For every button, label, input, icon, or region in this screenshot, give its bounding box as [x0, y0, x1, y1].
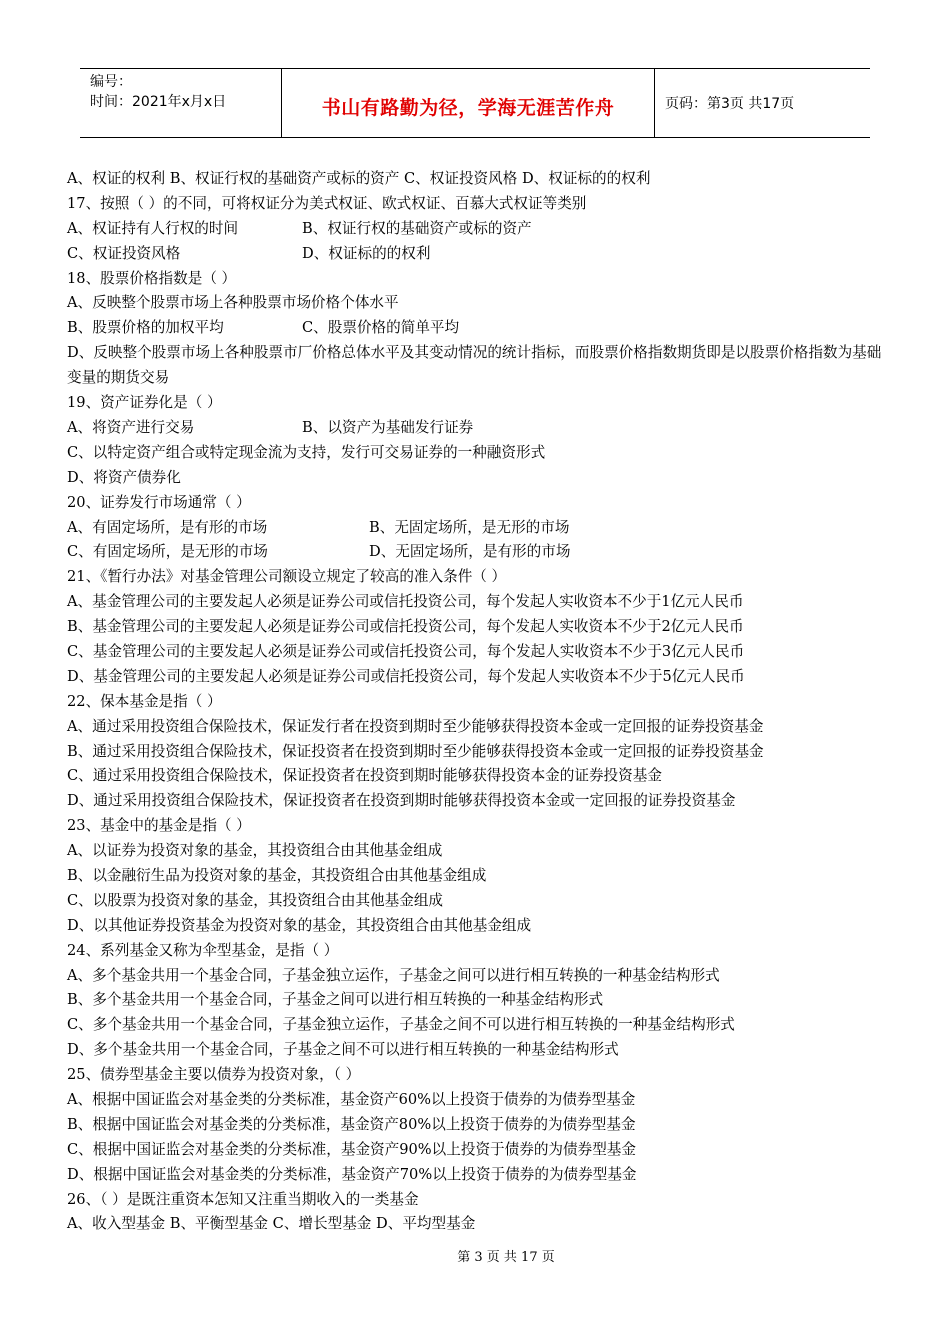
- text-line: D、以其他证券投资基金为投资对象的基金，其投资组合由其他基金组成: [67, 916, 532, 934]
- text-line: A、权证的权利 B、权证行权的基础资产或标的资产 C、权证投资风格 D、权证标的的权利: [67, 170, 651, 187]
- text-line: 19、资产证券化是（ ）: [67, 394, 222, 412]
- option-text: B、股票价格的加权平均: [67, 319, 224, 337]
- text-line: [67, 316, 887, 341]
- text-line: C、通过采用投资组合保险技术，保证投资者在投资到期时能够获得投资本金的证券投资基金: [67, 767, 662, 785]
- text-line: A、多个基金共用一个基金合同，子基金独立运作，子基金之间可以进行相互转换的一种基金结构形式: [67, 966, 720, 984]
- option-text: A、权证持有人行权的时间: [67, 219, 239, 237]
- page-footer: 第 3 页 共 17 页: [457, 1250, 555, 1265]
- text-line: D、反映整个股票市场上各种股票市厂价格总体水平及其变动情况的统计指标，而股票价格指数期货即是以股票价格指数为基础变量的期货交易: [67, 344, 882, 387]
- text-line: D、多个基金共用一个基金合同，子基金之间不可以进行相互转换的一种基金结构形式: [67, 1041, 619, 1059]
- text-line: A、反映整个股票市场上各种股票市场价格个体水平: [67, 294, 399, 312]
- text-line: B、基金管理公司的主要发起人必须是证券公司或信托投资公司，每个发起人实收资本不少于2亿元人民币: [67, 618, 744, 636]
- option-text: B、无固定场所，是无形的市场: [369, 518, 570, 536]
- text-line: B、以金融衍生品为投资对象的基金，其投资组合由其他基金组成: [67, 866, 487, 884]
- text-line: A、收入型基金 B、平衡型基金 C、增长型基金 D、平均型基金: [67, 1215, 476, 1233]
- text-line: 21、《暂行办法》对基金管理公司额设立规定了较高的准入条件（ ）: [67, 568, 507, 586]
- header-page-number: 页码：第3页 共17页: [665, 96, 795, 112]
- header-meta-cell: [80, 69, 282, 137]
- document-body: [67, 167, 887, 1237]
- document-date: 时间：2021年x月x日: [90, 94, 227, 110]
- text-line: A、通过采用投资组合保险技术，保证发行者在投资到期时至少能够获得投资本金或一定回报的证券投资基金: [67, 717, 764, 735]
- text-line: A、基金管理公司的主要发起人必须是证券公司或信托投资公司，每个发起人实收资本不少于1亿元人民币: [67, 593, 744, 611]
- option-text: D、无固定场所，是有形的市场: [369, 543, 571, 561]
- option-text: A、将资产进行交易: [67, 418, 195, 436]
- text-line: 26、（ ）是既注重资本怎知又注重当期收入的一类基金: [67, 1190, 419, 1208]
- option-text: A、有固定场所，是有形的市场: [67, 518, 268, 536]
- text-line: 18、股票价格指数是（ ）: [67, 269, 237, 287]
- text-line: B、通过采用投资组合保险技术，保证投资者在投资到期时至少能够获得投资本金或一定回报的证券投资基金: [67, 742, 764, 760]
- text-line: 17、按照（ ）的不同，可将权证分为美式权证、欧式权证、百慕大式权证等类别: [67, 194, 587, 212]
- option-text: B、权证行权的基础资产或标的资产: [302, 219, 532, 237]
- text-line: 20、证券发行市场通常（ ）: [67, 493, 251, 511]
- text-line: C、以股票为投资对象的基金，其投资组合由其他基金组成: [67, 891, 444, 909]
- text-line: [67, 242, 887, 267]
- option-text: C、有固定场所，是无形的市场: [67, 543, 268, 561]
- text-line: C、根据中国证监会对基金类的分类标准，基金资产90%以上投资于债券的为债券型基金: [67, 1140, 636, 1158]
- text-line: [67, 416, 887, 441]
- text-line: [67, 217, 887, 242]
- text-line: D、根据中国证监会对基金类的分类标准，基金资产70%以上投资于债券的为债券型基金: [67, 1165, 637, 1183]
- text-line: D、基金管理公司的主要发起人必须是证券公司或信托投资公司，每个发起人实收资本不少于5亿元人民币: [67, 667, 745, 685]
- text-line: [67, 540, 887, 565]
- option-text: D、权证标的的权利: [302, 244, 431, 262]
- text-line: [67, 516, 887, 541]
- text-line: A、以证券为投资对象的基金，其投资组合由其他基金组成: [67, 842, 443, 860]
- text-line: 25、债券型基金主要以债券为投资对象，（ ）: [67, 1066, 361, 1084]
- option-text: C、股票价格的简单平均: [302, 319, 460, 337]
- text-line: B、多个基金共用一个基金合同，子基金之间可以进行相互转换的一种基金结构形式: [67, 991, 604, 1009]
- header-motto-cell: [282, 69, 655, 137]
- document-number-label: 编号：: [90, 74, 132, 90]
- option-text: B、以资产为基础发行证券: [302, 418, 474, 436]
- header-motto: 书山有路勤为径，学海无涯苦作舟: [321, 97, 615, 119]
- option-text: C、权证投资风格: [67, 244, 181, 262]
- text-line: D、通过采用投资组合保险技术，保证投资者在投资到期时能够获得投资本金或一定回报的证券投资基金: [67, 792, 736, 810]
- text-line: B、根据中国证监会对基金类的分类标准，基金资产80%以上投资于债券的为债券型基金: [67, 1115, 636, 1133]
- text-line: C、以特定资产组合或特定现金流为支持，发行可交易证券的一种融资形式: [67, 443, 546, 461]
- text-line: C、基金管理公司的主要发起人必须是证券公司或信托投资公司，每个发起人实收资本不少于3亿元人民币: [67, 642, 745, 660]
- text-line: C、多个基金共用一个基金合同，子基金独立运作，子基金之间不可以进行相互转换的一种基金结构形式: [67, 1016, 735, 1034]
- text-line: 24、系列基金又称为伞型基金，是指（ ）: [67, 941, 339, 959]
- page-header: [80, 68, 870, 138]
- header-page-cell: [655, 69, 870, 137]
- text-line: 22、保本基金是指（ ）: [67, 692, 222, 710]
- text-line: 23、基金中的基金是指（ ）: [67, 817, 251, 835]
- text-line: D、将资产债券化: [67, 468, 181, 486]
- text-line: A、根据中国证监会对基金类的分类标准，基金资产60%以上投资于债券的为债券型基金: [67, 1090, 636, 1108]
